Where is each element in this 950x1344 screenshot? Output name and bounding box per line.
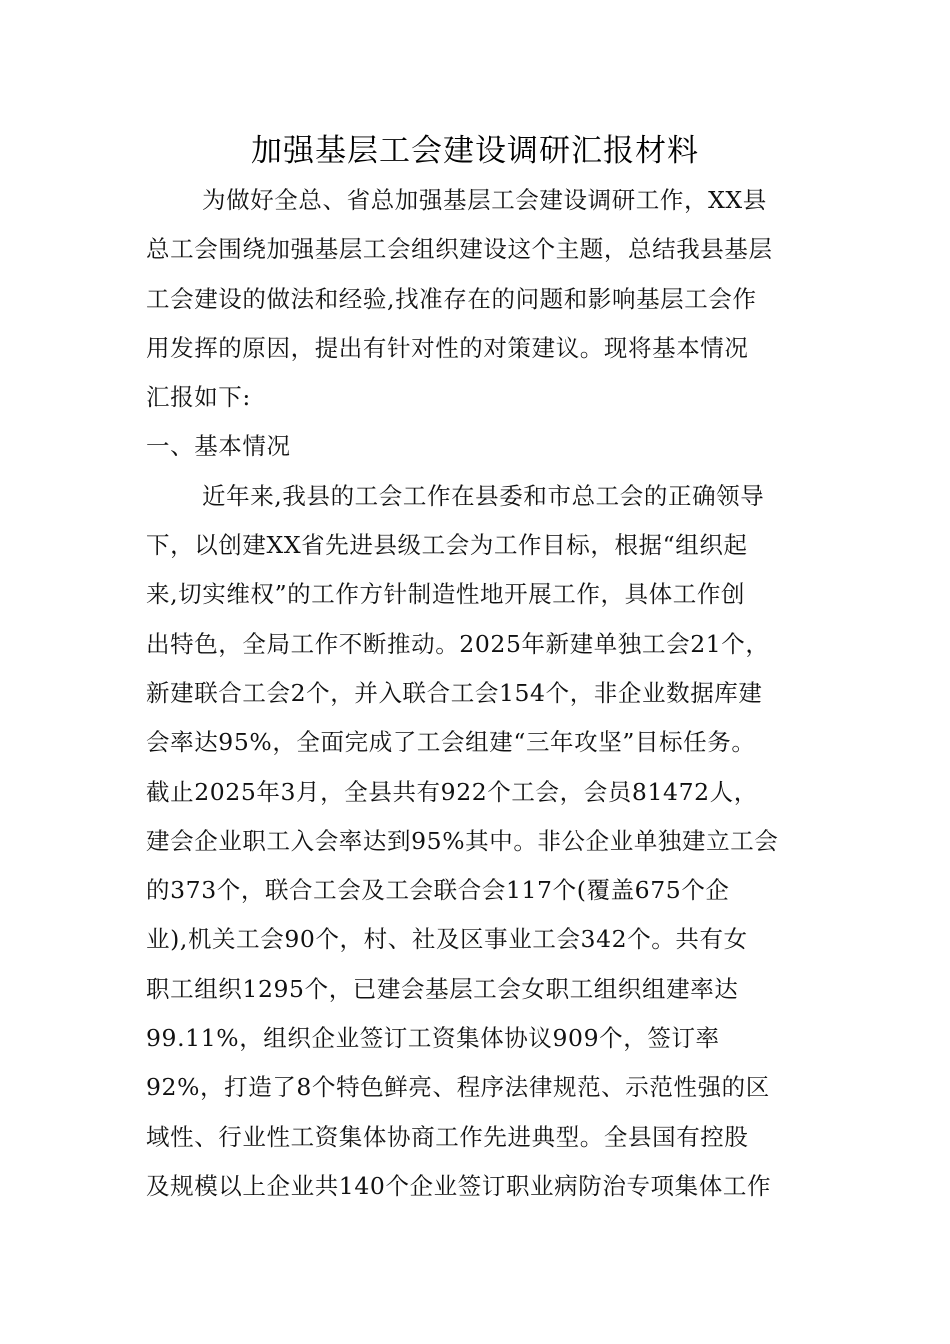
body-line: 92%，打造了8个特色鲜亮、程序法律规范、示范性强的区: [146, 1073, 770, 1102]
body-line: 下，以创建XX省先进县级工会为工作目标，根据“组织起: [146, 531, 748, 560]
document-title: 加强基层工会建设调研汇报材料: [251, 133, 699, 169]
body-line: 出特色，全局工作不断推动。2025年新建单独工会21个，: [146, 629, 770, 658]
body-line: 汇报如下:: [146, 383, 251, 412]
body-line: 建会企业职工入会率达到95%其中。非公企业单独建立工会: [146, 826, 779, 855]
body-line: 为做好全总、省总加强基层工会建设调研工作，XX县: [202, 186, 767, 214]
body-line: 来,切实维权”的工作方针制造性地开展工作，具体工作创: [146, 580, 746, 609]
body-line: 99.11%，组织企业签订工资集体协议909个，签订率: [146, 1024, 720, 1053]
body-line: 会率达95%，全面完成了工会组建“三年攻坚”目标任务。: [146, 728, 756, 757]
section-heading: 一、基本情况: [146, 432, 291, 461]
body-line: 截止2025年3月，全县共有922个工会，会员81472人，: [146, 777, 758, 806]
body-line: 职工组织1295个，已建会基层工会女职工组织组建率达: [146, 974, 739, 1003]
body-line: 近年来,我县的工会工作在县委和市总工会的正确领导: [202, 481, 765, 510]
body-line: 及规模以上企业共140个企业签订职业病防治专项集体工作: [146, 1171, 772, 1200]
document-body: [146, 176, 822, 1211]
body-line: 总工会围绕加强基层工会组织建设这个主题，总结我县基层: [146, 235, 773, 264]
body-line: 工会建设的做法和经验,找准存在的问题和影响基层工会作: [146, 284, 757, 313]
body-line: 用发挥的原因，提出有针对性的对策建议。现将基本情况: [146, 333, 749, 362]
body-line: 新建联合工会2个，并入联合工会154个，非企业数据库建: [146, 678, 763, 707]
body-line: 域性、行业性工资集体协商工作先进典型。全县国有控股: [146, 1122, 749, 1151]
body-line: 的373个，联合工会及工会联合会117个(覆盖675个企: [146, 876, 730, 905]
body-line: 业),机关工会90个，村、社及区事业工会342个。共有女: [146, 925, 748, 954]
